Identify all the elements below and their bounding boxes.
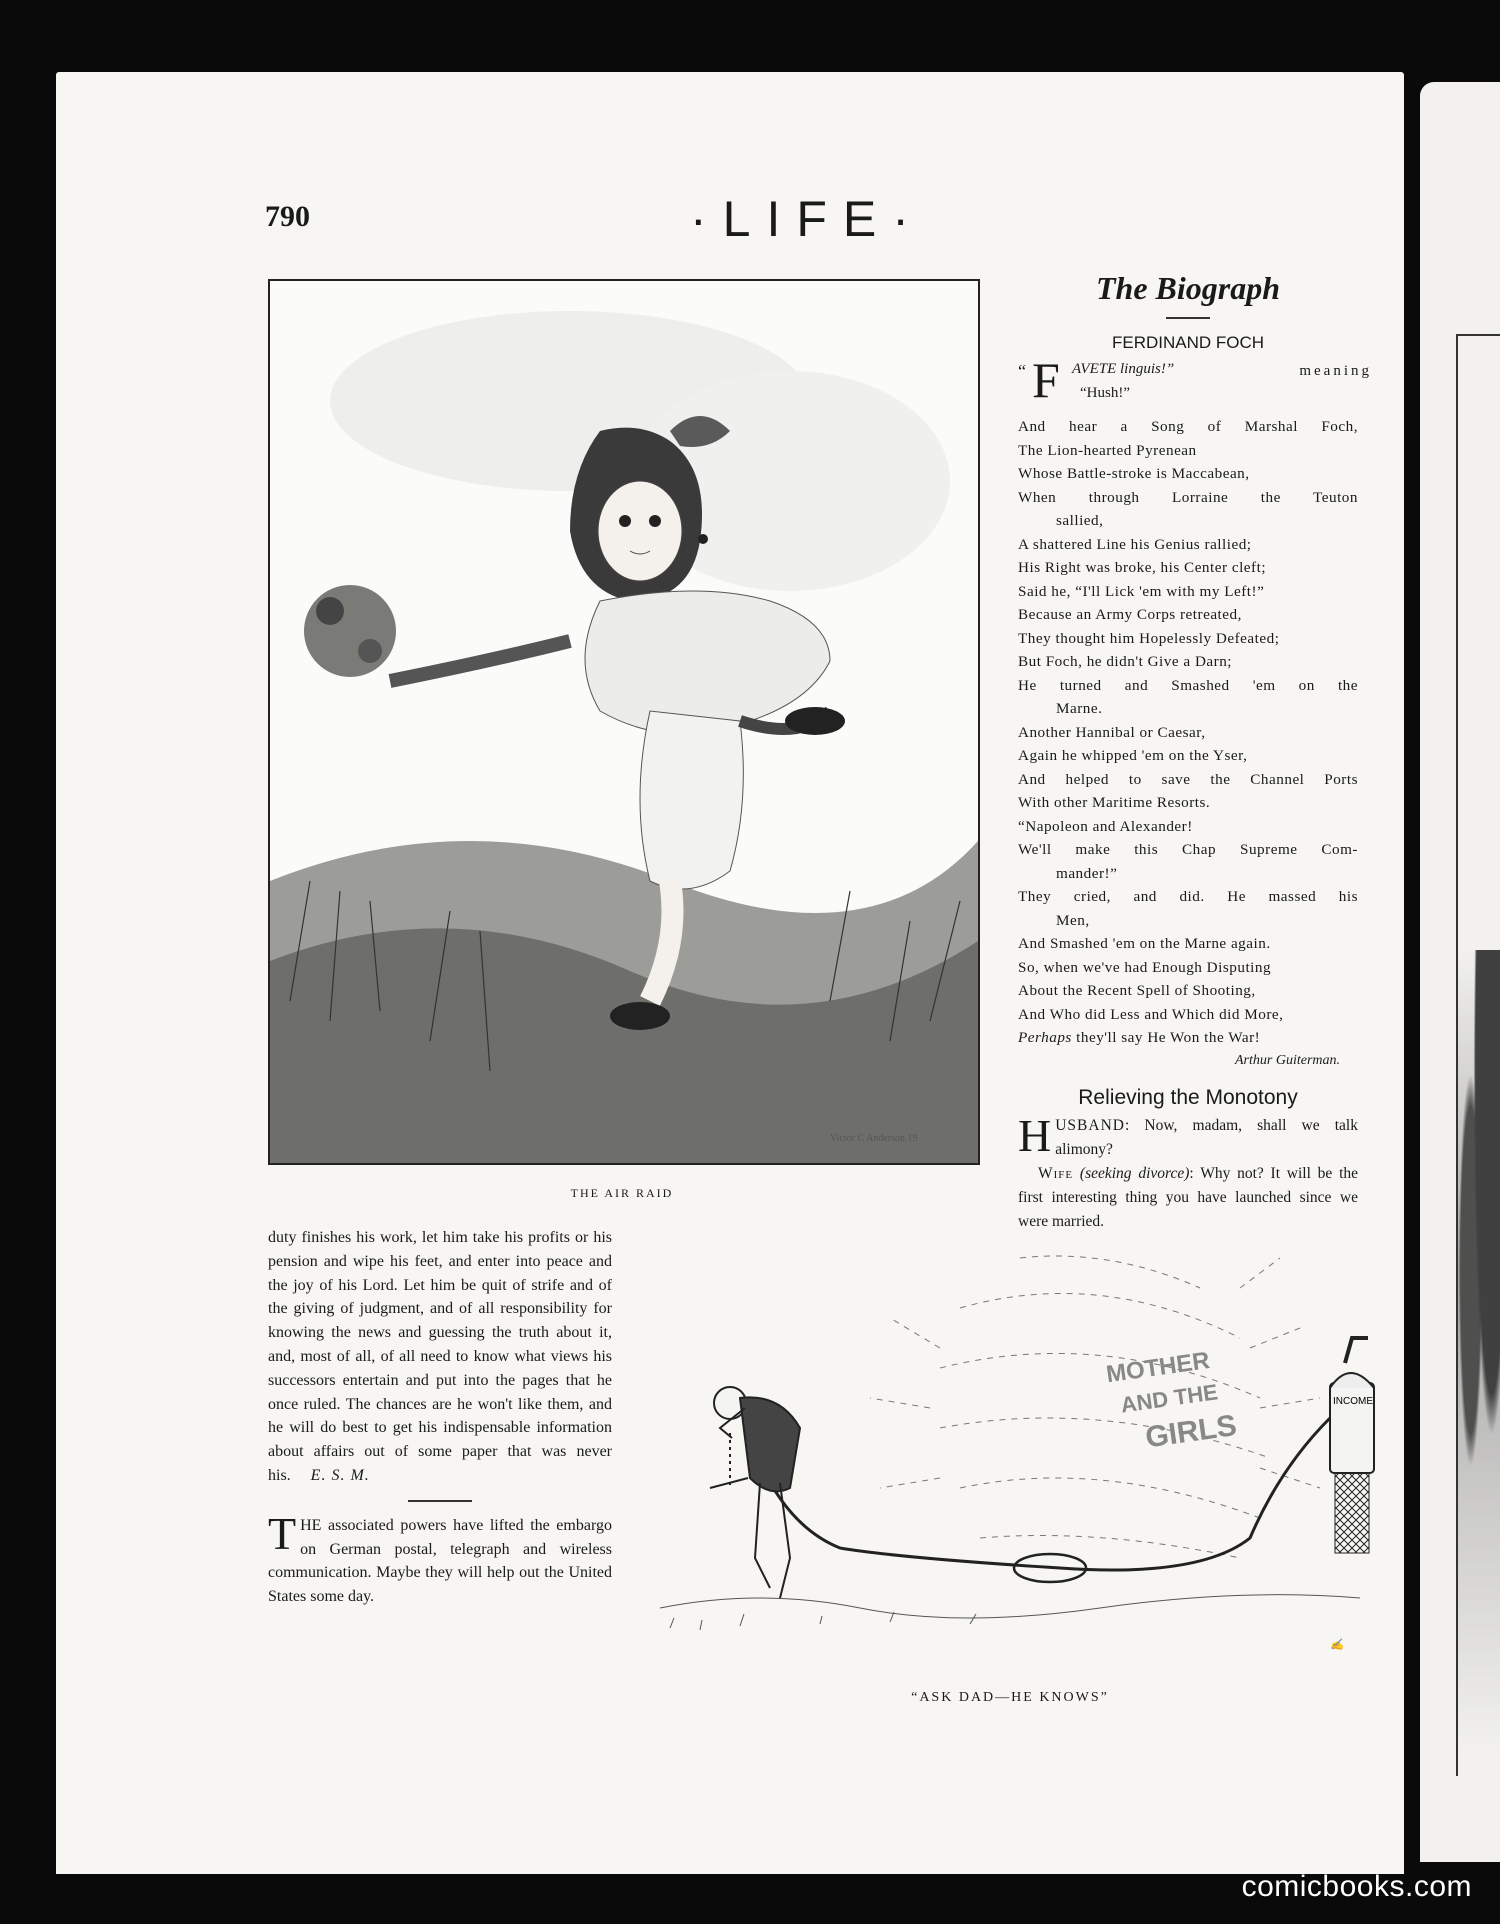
poem-last-rest: they'll say He Won the War! (1071, 1029, 1261, 1046)
adjacent-page-illustration (1458, 950, 1500, 1750)
ask-dad-drawing (640, 1228, 1380, 1758)
poem-line: And Who did Less and Which did More, (1018, 1005, 1284, 1023)
poem-line: Another Hannibal or Caesar, (1018, 723, 1206, 741)
poem-line: We'll make this Chap Supreme Com- (1018, 841, 1358, 858)
poem-line: They cried, and did. He massed his (1018, 888, 1358, 905)
title-rule (1166, 317, 1210, 319)
opening-line (1072, 361, 1372, 378)
esm-signature: E. S. M. (310, 1466, 370, 1484)
drop-cap-h: H (1018, 1109, 1052, 1161)
masthead-title: LIFE (722, 191, 893, 247)
poem-line: So, when we've had Enough Disputing (1018, 958, 1272, 976)
embargo-text: HE associated powers have lifted the embargo on German postal, telegraph and wireless communication. Maybe they will help out the United States some day. (268, 1516, 612, 1606)
poem-line: He turned and Smashed 'em on the (1018, 676, 1358, 694)
poem-line: Marne. (1056, 700, 1103, 717)
spray-text-1: MOTHER (1104, 1347, 1212, 1389)
biograph-title: The Biograph (1095, 270, 1281, 306)
esm-paragraph-text: duty finishes his work, let him take his profits or his pension and wipe his feet, and enter into peace and the joy of his Lord. Let him be quit of strife and of the giving of judgment, and of all responsibility for knowing the news and guessing the truth about it, and, most of all, of all need to know what views his successors entertain and put into the pages that he once ruled. The chances are he won't like them, and he will do best to get his indispensable information about affairs out of some paper that was never his. (268, 1229, 612, 1484)
right-column (1018, 270, 1372, 1234)
opening-meaning: meaning (1299, 363, 1372, 379)
husband-line (1018, 1109, 1358, 1162)
monotony-text (1018, 1109, 1359, 1234)
poem-line: And helped to save the Channel Ports (1018, 770, 1358, 788)
drop-cap-t: T (268, 1507, 297, 1559)
opening-hush: “Hush!” (1080, 385, 1130, 401)
section-rule (408, 1500, 472, 1502)
page-number: 790 (265, 200, 310, 233)
ask-dad-caption: “ASK DAD—HE KNOWS” (911, 1690, 1109, 1705)
poem-author: Arthur Guiterman. (1235, 1052, 1340, 1068)
income-tap (1330, 1338, 1374, 1553)
ask-dad-cartoon (640, 1228, 1380, 1758)
masthead: ·LIFE· (690, 191, 925, 247)
poem-line: But Foch, he didn't Give a Darn; (1018, 653, 1233, 670)
poem-line: They thought him Hopelessly Defeated; (1018, 629, 1280, 647)
poem-body (1018, 415, 1358, 1072)
husband-text: : Now, madam, shall we talk alimony? (1055, 1116, 1358, 1158)
svg-text:✍: ✍ (1330, 1639, 1344, 1651)
monotony-title: Relieving the Monotony (1078, 1085, 1298, 1109)
embargo-paragraph (268, 1507, 612, 1609)
poem-line: Whose Battle-stroke is Maccabean, (1018, 465, 1250, 482)
poem-line: The Lion-hearted Pyrenean (1018, 441, 1197, 459)
hose (760, 1418, 1330, 1570)
wife-line (1018, 1162, 1358, 1234)
left-column (268, 1226, 612, 1609)
poem-line: About the Recent Spell of Shooting, (1018, 982, 1256, 999)
poem-opening (1018, 352, 1372, 413)
poem-line: With other Maritime Resorts. (1018, 794, 1211, 811)
wife-label: Wife (1038, 1164, 1074, 1182)
svg-text:Victor C Anderson 19: Victor C Anderson 19 (830, 1133, 918, 1144)
site-watermark: comicbooks.com (1241, 1870, 1472, 1903)
tap-label: INCOME (1333, 1396, 1373, 1407)
poem-last-italic: Perhaps (1018, 1029, 1072, 1046)
poem-line: Men, (1056, 911, 1090, 929)
opening-quote: “ (1018, 361, 1026, 381)
poem-last-line (1018, 1026, 1358, 1050)
poem-line: Again he whipped 'em on the Yser, (1018, 747, 1248, 764)
dad-figure (710, 1387, 800, 1598)
poem-line: A shattered Line his Genius rallied; (1018, 535, 1252, 553)
esm-paragraph (268, 1226, 612, 1488)
spray-text-3: GIRLS (1143, 1409, 1239, 1455)
poem-line: His Right was broke, his Center cleft; (1018, 559, 1267, 576)
air-raid-drawing (270, 281, 978, 1163)
poem-line: And hear a Song of Marshal Foch, (1018, 418, 1358, 435)
poem-line: Because an Army Corps retreated, (1018, 606, 1242, 623)
wife-direction: (seeking divorce) (1079, 1164, 1190, 1182)
opening-italic: AVETE linguis!” (1072, 361, 1175, 377)
poem-line: Said he, “I'll Lick 'em with my Left!” (1018, 582, 1265, 600)
husband-label: USBAND (1055, 1116, 1125, 1134)
poem-title: FERDINAND FOCH (1111, 333, 1265, 352)
poem-line: When through Lorraine the Teuton (1018, 488, 1358, 506)
poem-line: “Napoleon and Alexander! (1018, 817, 1193, 835)
spray-text-2: AND THE (1119, 1379, 1220, 1418)
poem-line: And Smashed 'em on the Marne again. (1018, 935, 1271, 952)
wife-text: : Why not? It will be the first interesting thing you have launched since we were married. (1018, 1164, 1359, 1230)
poem-line: mander!” (1056, 864, 1118, 882)
air-raid-caption: THE AIR RAID (570, 1186, 674, 1200)
drop-cap-f: F (1032, 352, 1060, 408)
air-raid-illustration (268, 279, 980, 1165)
poem-line: sallied, (1056, 512, 1104, 529)
